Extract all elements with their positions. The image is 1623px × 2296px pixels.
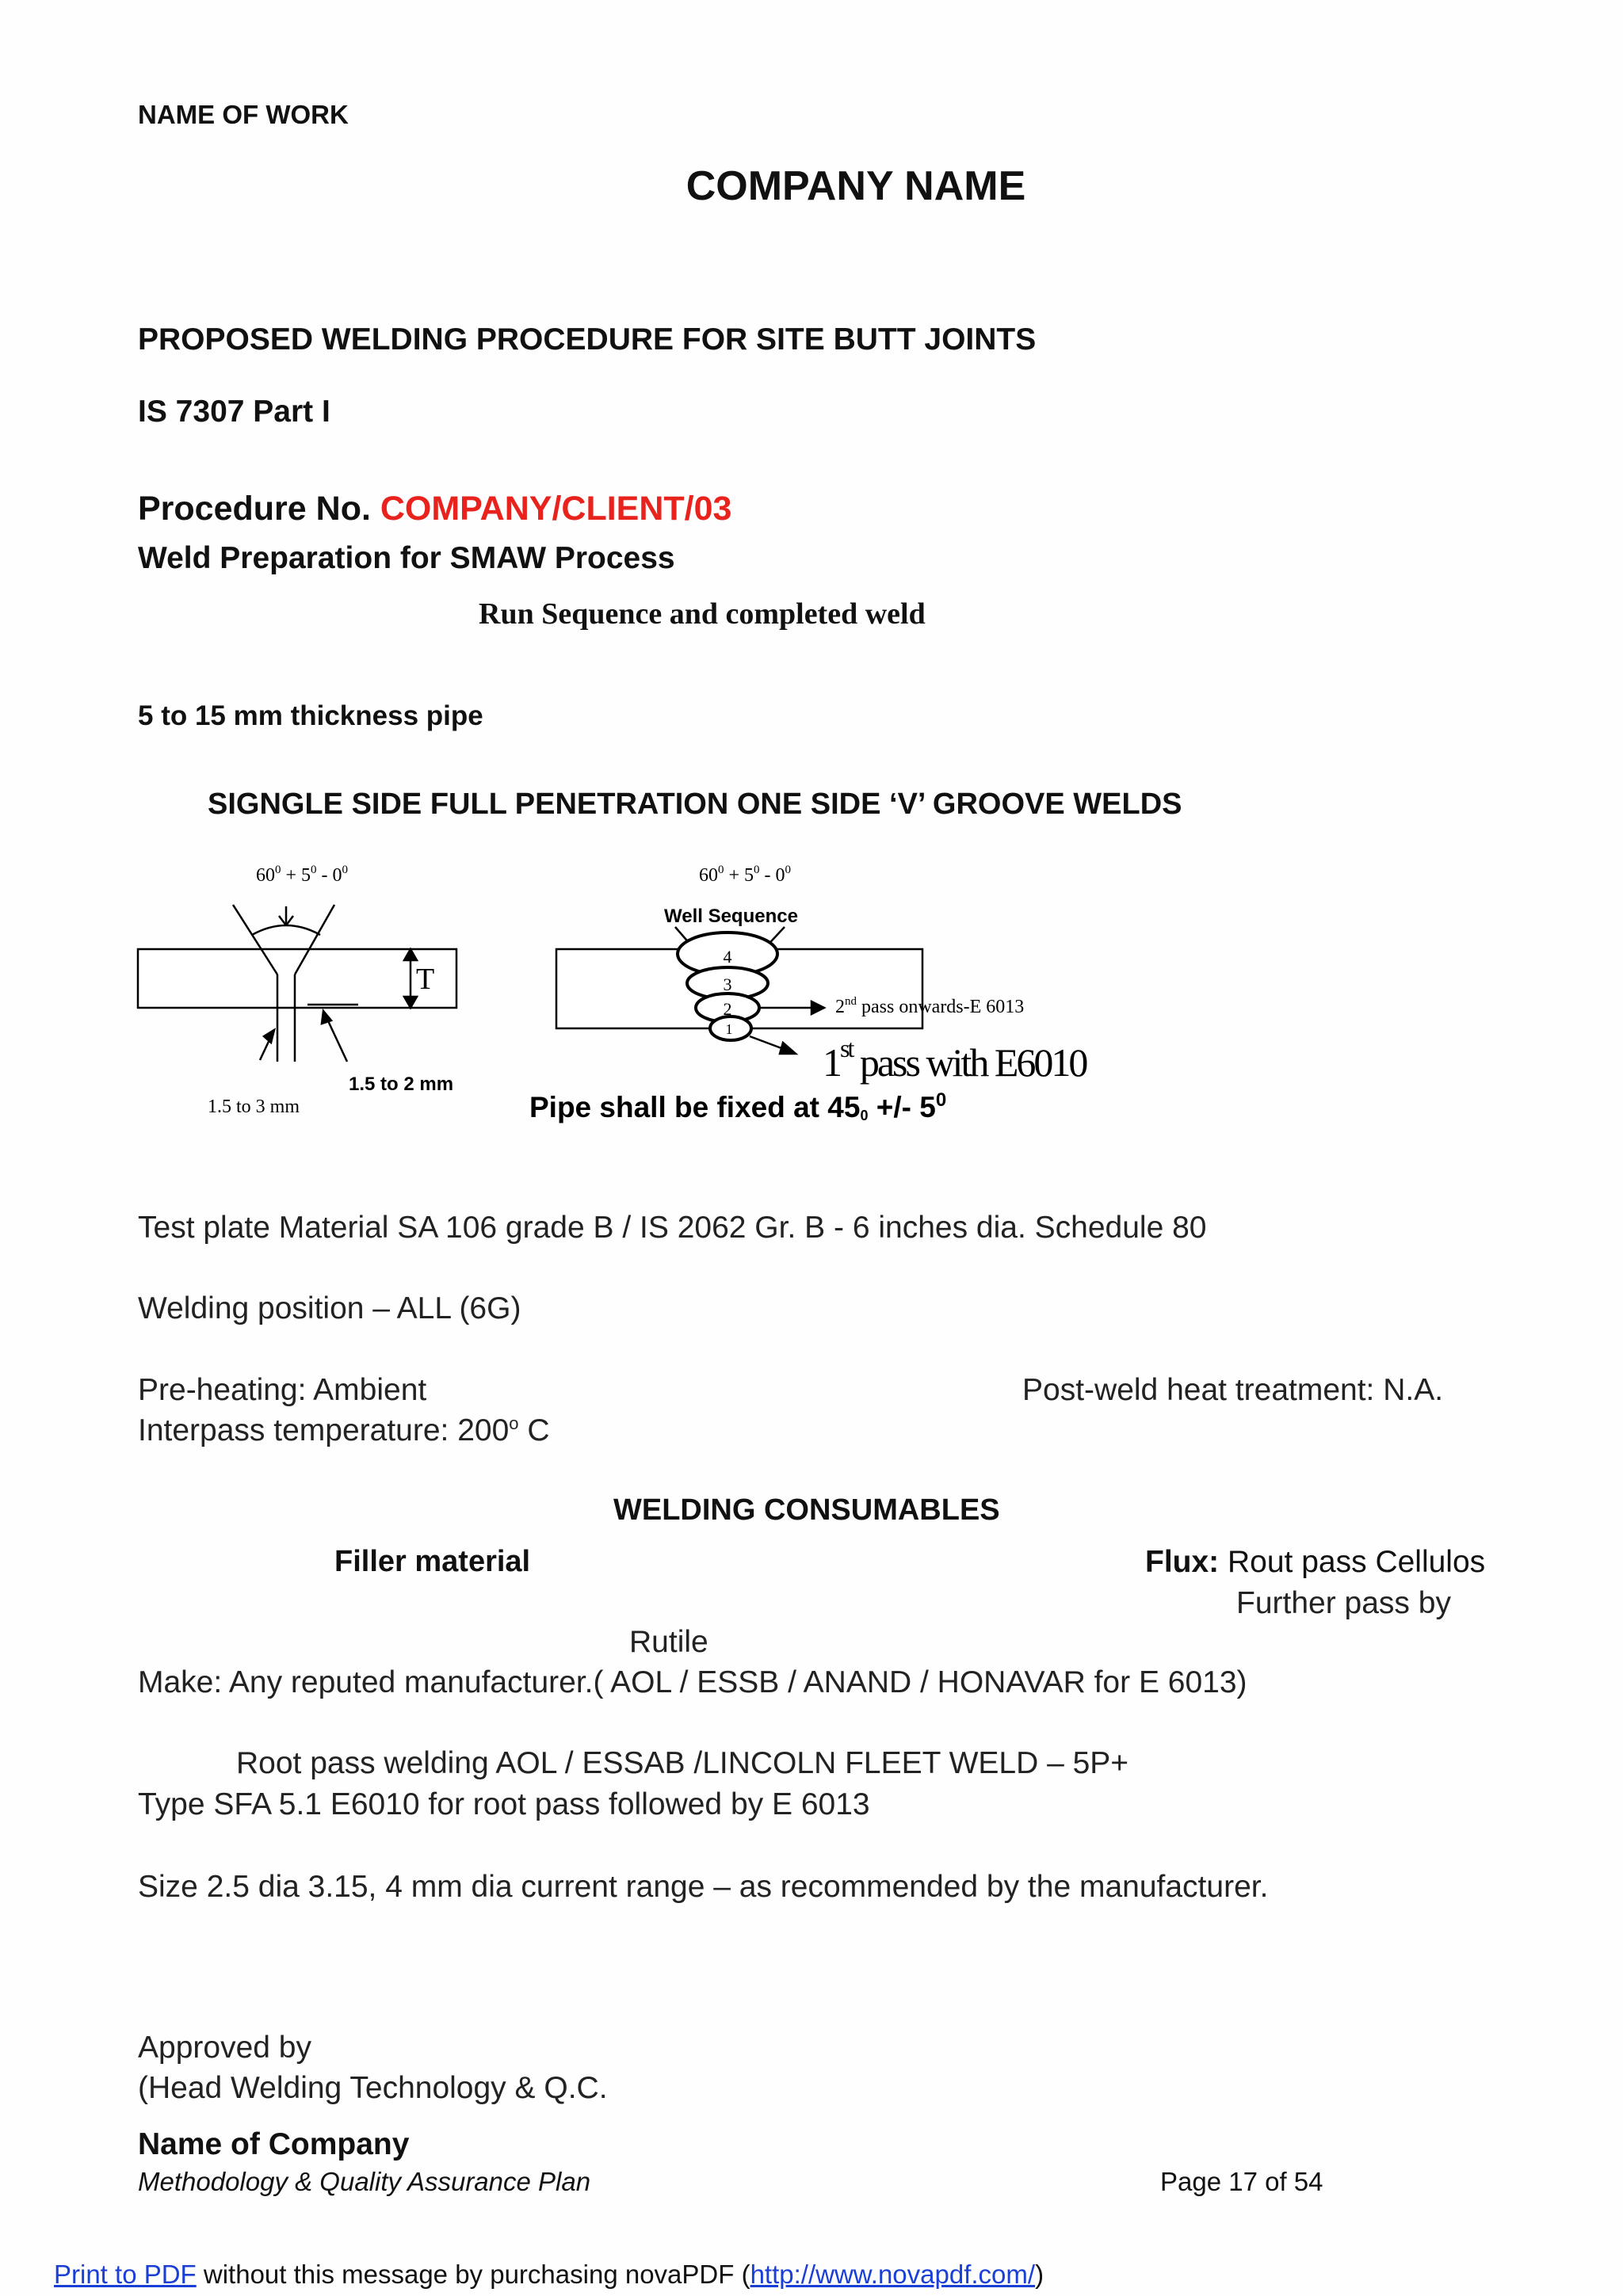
weld-preparation-heading: Weld Preparation for SMAW Process (138, 541, 675, 575)
v-groove-preparation (138, 905, 456, 1062)
document-title: PROPOSED WELDING PROCEDURE FOR SITE BUTT JOINTS (138, 322, 1037, 357)
angle-label-right: $60^0 + 5^0 - 0^0$ (699, 864, 792, 886)
pass-2-label: 2 (723, 999, 732, 1019)
size-line: Size 2.5 dia 3.15, 4 mm dia current range – as recommended by the manufacturer. (138, 1870, 1269, 1904)
consumables-heading: WELDING CONSUMABLES (613, 1493, 1000, 1527)
root-face-label: 1.5 to 2 mm (349, 1074, 454, 1095)
first-pass-label: 1st pass with E6010 (823, 1034, 1086, 1085)
footer-company-name: Name of Company (138, 2127, 410, 2161)
pass-3-label: 3 (723, 974, 732, 994)
angle-label-left: $60^0 + 5^0 - 0^0$ (256, 864, 349, 886)
approver-title: (Head Welding Technology & Q.C. (138, 2071, 608, 2105)
flux-label: Flux: (1145, 1545, 1220, 1579)
test-plate-material: Test plate Material SA 106 grade B / IS 2062 Gr. B - 6 inches dia. Schedule 80 (138, 1211, 1207, 1245)
company-name-heading: COMPANY NAME (685, 163, 1026, 209)
page-number: Page 17 of 54 (1160, 2167, 1323, 2196)
second-pass-label: 2nd pass onwards-E 6013 (835, 995, 1025, 1017)
run-sequence-heading: Run Sequence and completed weld (479, 597, 926, 631)
approved-by: Approved by (138, 2031, 311, 2065)
run-sequence-diagram (556, 927, 922, 1054)
rutile: Rutile (629, 1625, 708, 1659)
procedure-code: COMPANY/CLIENT/03 (380, 490, 732, 528)
pass-4-label: 4 (723, 947, 732, 967)
procedure-label: Procedure No. (138, 490, 371, 528)
filler-material-label: Filler material (334, 1545, 531, 1578)
interpass-temperature: Interpass temperature: 200$^o$ C (138, 1413, 550, 1447)
root-pass-line: Root pass welding AOL / ESSAB /LINCOLN FLEET WELD – 5P+ (236, 1746, 1129, 1780)
footer-document-name: Methodology & Quality Assurance Plan (138, 2167, 591, 2196)
novapdf-url-link[interactable]: http://www.novapdf.com/ (750, 2260, 1036, 2289)
make-line: Make: Any reputed manufacturer.( AOL / ESSB / ANAND / HONAVAR for E 6013) (138, 1665, 1247, 1699)
flux-line (1145, 1545, 1485, 1580)
pre-heating: Pre-heating: Ambient (138, 1373, 427, 1407)
standard-reference: IS 7307 Part I (138, 395, 330, 429)
pipe-fixed-note: Pipe shall be fixed at 450 +/- $5^0$ (529, 1089, 947, 1123)
groove-weld-heading: SIGNGLE SIDE FULL PENETRATION ONE SIDE ‘V’ GROOVE WELDS (208, 788, 1182, 821)
post-weld-treatment: Post-weld heat treatment: N.A. (1022, 1373, 1444, 1407)
further-pass: Further pass by (1236, 1586, 1451, 1620)
thickness-symbol: T (416, 963, 435, 996)
pass-1-label: 1 (725, 1021, 733, 1037)
well-sequence-label: Well Sequence (664, 906, 798, 927)
print-to-pdf-link[interactable]: Print to PDF (54, 2260, 197, 2289)
name-of-work: NAME OF WORK (138, 100, 349, 129)
welding-position: Welding position – ALL (6G) (138, 1291, 521, 1325)
flux-value: Rout pass Cellulos (1219, 1545, 1486, 1579)
root-gap-label: 1.5 to 3 mm (208, 1097, 300, 1117)
type-line: Type SFA 5.1 E6010 for root pass followed by E 6013 (138, 1787, 870, 1821)
novapdf-footer: Print to PDF without this message by purchasing novaPDF (http://www.novapdf.com/) (54, 2260, 1044, 2289)
thickness-label: 5 to 15 mm thickness pipe (138, 700, 483, 731)
